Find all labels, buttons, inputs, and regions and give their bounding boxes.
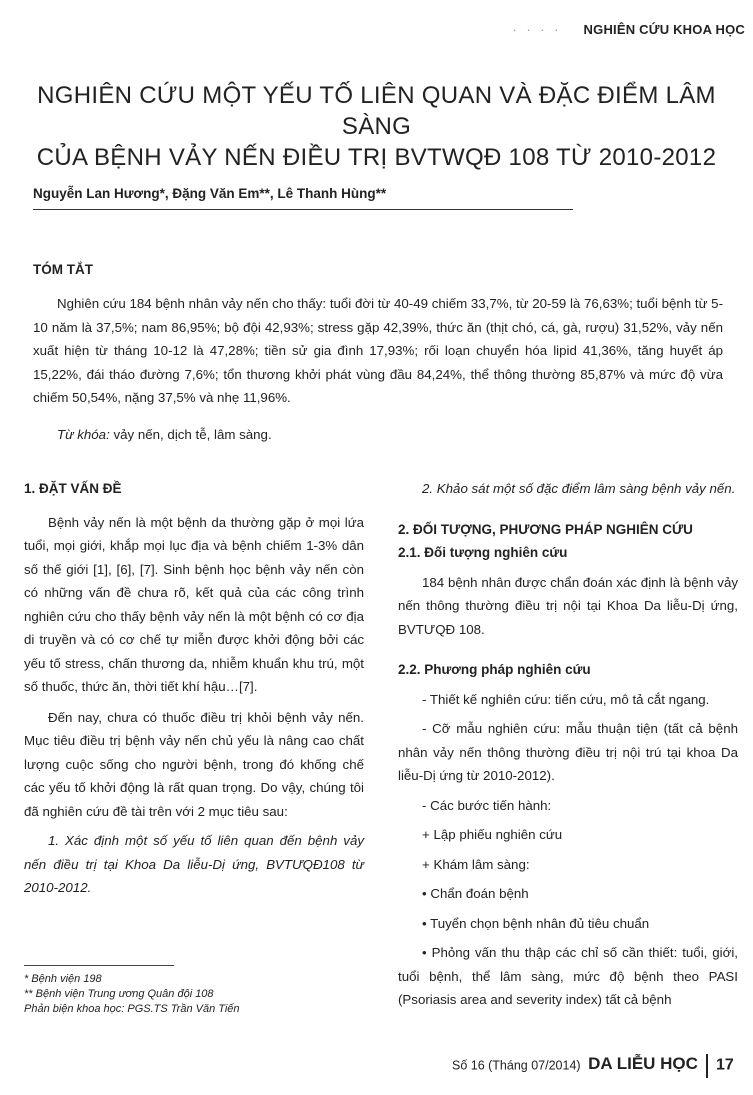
abstract-text: Nghiên cứu 184 bệnh nhân vảy nến cho thấy: tuổi đời từ 40-49 chiếm 33,7%, từ 20-59 là 76,63%; tuổi bệnh từ 5-10 năm là 37,5%; nam 86,95%; bộ đội 42,93%; stress gặp 42,39%, thức ăn (thịt chó, cá, gà, rượu) 31,52%, vảy nến xuất hiện từ tháng 10-12 là 47,28%; tiền sử gia đình 17,93%; rối loạn chuyển hóa lipid 41,36%, tăng huyết áp 15,22%, đái tháo đường 7,6%; tổn thương khởi phát vùng đầu 84,24%, thể thông thường 85,87% và mức độ vừa chiếm 50,54%, nặng 37,5% và nhẹ 11,96%. — [33, 296, 724, 405]
objective-1: 1. Xác định một số yếu tố liên quan đến bệnh vảy nến điều trị tại Khoa Da liễu-Dị ứng, BVTƯQĐ108 từ 2010-2012. — [24, 833, 364, 895]
keywords-text: vảy nến, dịch tễ, lâm sàng. — [109, 427, 272, 442]
abstract-heading: TÓM TẮT — [33, 262, 93, 277]
intro-paragraph-2: Đến nay, chưa có thuốc điều trị khỏi bệnh vảy nến. Mục tiêu điều trị bệnh vảy nến chủ yếu là nâng cao chất lượng cuộc sống cho người bệnh, trong đó khống chế các yếu tố khởi động là rất quan trọng. Do vậy, chúng tôi đã nghiên cứu đề tài trên với 2 mục tiêu sau: — [24, 709, 364, 819]
page-number: 17 — [715, 1056, 734, 1074]
footnote-rule — [24, 965, 174, 966]
method-item-1: - Thiết kế nghiên cứu: tiến cứu, mô tả cắt ngang. — [422, 691, 710, 707]
running-head — [0, 22, 745, 37]
method-item-5: + Khám lâm sàng: — [422, 856, 530, 872]
divider — [33, 209, 573, 210]
right-column — [398, 477, 738, 1012]
abstract — [33, 292, 723, 410]
issue-info: Số 16 (Tháng 07/2014) — [452, 1058, 581, 1073]
footnotes — [24, 965, 364, 1017]
authors: Nguyễn Lan Hương*, Đặng Văn Em**, Lê Thanh Hùng** — [33, 186, 387, 201]
footer-separator — [706, 1054, 708, 1078]
title-line-2: CỦA BỆNH VẢY NẾN ĐIỀU TRỊ BVTWQĐ 108 TỪ 2010-2012 — [36, 144, 717, 171]
intro-paragraph-1: Bệnh vảy nến là một bệnh da thường gặp ở mọi lứa tuổi, mọi giới, khắp mọi lục địa và bệnh chiếm 1-3% dân số thế giới [1], [6], [7]. Sinh bệnh học bệnh vảy nến còn có những vấn đề chưa rõ, kết quả của các công trình nghiên cứu cho thấy bệnh vảy nến là một bệnh có cơ địa di truyền và có cơ chế tự miễn được khởi động bởi các yếu tố stress, chấn thương da, nhiễm khuẩn khu trú, một số thuốc, thức ăn, thời tiết khí hậu…[7]. — [24, 514, 364, 694]
footnote-2: ** Bệnh viện Trung ương Quân đội 108 — [24, 988, 214, 1000]
running-head-text: NGHIÊN CỨU KHOA HỌC — [583, 22, 745, 37]
decorative-dots: · · · · — [512, 22, 562, 37]
left-column — [24, 477, 364, 900]
section-2-heading: 2. ĐỐI TƯỢNG, PHƯƠNG PHÁP NGHIÊN CỨU — [398, 521, 693, 537]
page-footer — [452, 1054, 734, 1078]
objective-2: 2. Khảo sát một số đặc điểm lâm sàng bệnh vảy nến. — [422, 481, 736, 496]
journal-name: DA LIỄU HỌC — [588, 1054, 698, 1074]
section-2-1-heading: 2.1. Đối tượng nghiên cứu — [398, 545, 568, 560]
footnote-3: Phản biện khoa học: PGS.TS Trần Văn Tiến — [24, 1003, 240, 1015]
section-1-heading: 1. ĐẶT VẤN ĐỀ — [24, 481, 122, 496]
method-item-6: • Chẩn đoán bệnh — [422, 886, 529, 901]
subjects-paragraph: 184 bệnh nhân được chẩn đoán xác định là bệnh vảy nến thông thường điều trị nội tại Khoa Da liễu-Dị ứng, BVTƯQĐ 108. — [398, 574, 738, 637]
keywords-label: Từ khóa: — [57, 427, 110, 442]
method-item-4: + Lập phiếu nghiên cứu — [422, 827, 563, 842]
method-item-7: • Tuyển chọn bệnh nhân đủ tiêu chuẩn — [422, 915, 650, 931]
title-line-1: NGHIÊN CỨU MỘT YẾU TỐ LIÊN QUAN VÀ ĐẶC ĐIỂM LÂM SÀNG — [37, 82, 716, 140]
method-item-2: - Cỡ mẫu nghiên cứu: mẫu thuận tiện (tất cả bệnh nhân vảy nến thông thường điều trị nội trú tại khoa Da liễu-Dị ứng từ 2010-2012). — [398, 721, 738, 783]
section-2-2-heading: 2.2. Phương pháp nghiên cứu — [398, 662, 591, 677]
method-item-8: • Phỏng vấn thu thập các chỉ số cần thiết: tuổi, giới, tuổi bệnh, thể lâm sàng, mức độ bệnh theo PASI (Psoriasis area and severity index) tất cả bệnh — [398, 945, 738, 1007]
method-item-3: - Các bước tiến hành: — [422, 797, 552, 813]
article-title — [20, 80, 733, 173]
footnote-1: * Bệnh viện 198 — [24, 973, 102, 985]
keywords — [57, 427, 272, 442]
